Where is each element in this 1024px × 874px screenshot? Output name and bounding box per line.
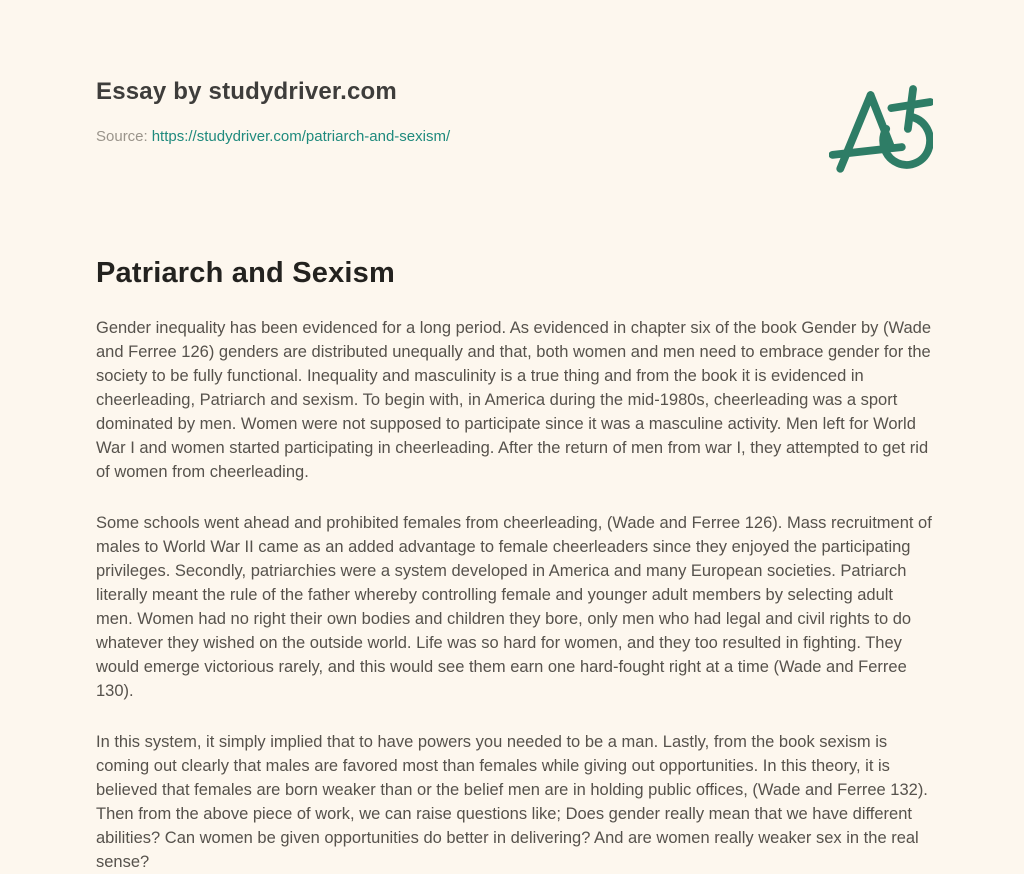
source-label: Source:	[96, 128, 148, 145]
article-paragraph: Gender inequality has been evidenced for a long period. As evidenced in chapter six of the book Gender by (Wade and Ferree 126) genders are distributed unequally and that, both women and men need to embrace gender for the society to be fully functional. Inequality and masculinity is a true thing and from the book it is evidenced in cheerleading, Patriarch and sexism. To begin with, in America during the mid-1980s, cheerleading was a sport dominated by men. Women were not supposed to participate since it was a masculine activity. Men left for World War I and women started participating in cheerleading. After the return of men from war I, they attempted to get rid of women from cheerleading.	[96, 319, 931, 481]
source-url-link[interactable]: https://studydriver.com/patriarch-and-sexism/	[151, 128, 451, 145]
studydriver-aplus-logo-icon	[829, 74, 933, 182]
article-title: Patriarch and Sexism	[96, 257, 395, 289]
article-body	[96, 316, 933, 874]
page-title: Essay by studydriver.com	[96, 78, 397, 105]
source-line	[96, 128, 933, 145]
page-header	[96, 78, 933, 145]
article-paragraph: In this system, it simply implied that to have powers you needed to be a man. Lastly, from the book sexism is coming out clearly that males are favored most than females while giving out opportunities. In this theory, it is believed that females are born weaker than or the belief men are in holding public offices, (Wade and Ferree 132). Then from the above piece of work, we can raise questions like; Does gender really mean that we have different abilities? Can women be given opportunities do better in delivering? And are women really weaker sex in the real sense?	[96, 733, 928, 871]
article-paragraph: Some schools went ahead and prohibited females from cheerleading, (Wade and Ferree 126). Mass recruitment of males to World War II came as an added advantage to female cheerleaders since they enjoyed the participating privileges. Secondly, patriarchies were a system developed in America and many European societies. Patriarch literally meant the rule of the father whereby controlling female and younger adult members by selecting adult men. Women had no right their own bodies and children they bore, only men who had legal and civil rights to do whatever they wished on the outside world. Life was so hard for women, and they too resulted in fighting. They would emerge victorious rarely, and this would see them earn one hard-fought right at a time (Wade and Ferree 130).	[96, 514, 932, 700]
